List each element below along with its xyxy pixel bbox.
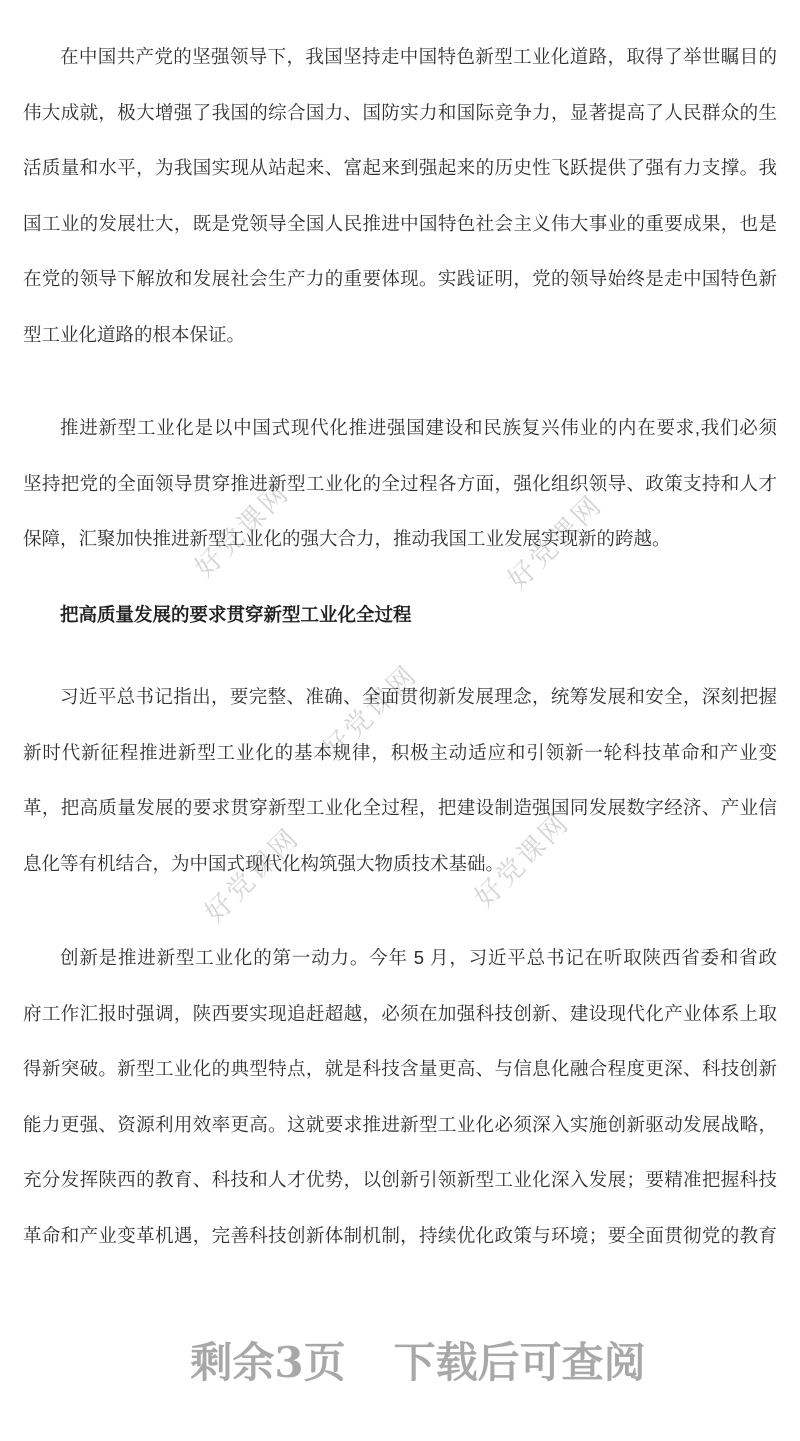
site-watermark: 好党课网 xyxy=(501,488,608,595)
text-line: 保障，汇聚加快推进新型工业化的强大合力，推动我国工业发展实现新的跨越。 xyxy=(23,528,671,549)
page-footer xyxy=(0,1330,800,1390)
paragraph xyxy=(23,400,777,567)
paragraph xyxy=(23,669,777,891)
text-line: 创新是推进新型工业化的第一动力。今年 5 月，习近平总书记在听取陕西省委和省政 xyxy=(60,947,777,968)
text-line: 得新突破。新型工业化的典型特点，就是科技含量更高、与信息化融合程度更深、科技创新 xyxy=(23,1058,777,1079)
text-line: 活质量和水平，为我国实现从站起来、富起来到强起来的历史性飞跃提供了强有力支撑。我 xyxy=(23,157,777,178)
site-watermark: 好党课网 xyxy=(188,476,295,583)
text-line: 把高质量发展的要求贯穿新型工业化全过程 xyxy=(60,604,412,625)
text-line: 型工业化道路的根本保证。 xyxy=(23,323,246,345)
text-line: 在党的领导下解放和发展社会生产力的重要体现。实践证明，党的领导始终是走中国特色新 xyxy=(23,268,777,289)
text-line: 推进新型工业化是以中国式现代化推进强国建设和民族复兴伟业的内在要求,我们必须 xyxy=(60,417,777,438)
pages-remaining-label: 剩余3页 xyxy=(190,1338,346,1387)
text-line: 能力更强、资源利用效率更高。这就要求推进新型工业化必须深入实施创新驱动发展战略， xyxy=(23,1113,777,1135)
text-line: 坚持把党的全面领导贯穿推进新型工业化的全过程各方面，强化组织领导、政策支持和人才 xyxy=(23,472,777,494)
text-line: 习近平总书记指出，要完整、准确、全面贯彻新发展理念，统筹发展和安全，深刻把握 xyxy=(60,686,777,707)
text-line: 息化等有机结合，为中国式现代化构筑强大物质技术基础。 xyxy=(23,852,505,874)
text-line: 府工作汇报时强调，陕西要实现追赶超越，必须在加强科技创新、建设现代化产业体系上取 xyxy=(23,1002,777,1024)
footer-text xyxy=(190,1330,645,1390)
paragraph xyxy=(23,930,777,1263)
text-line: 革命和产业变革机遇，完善科技创新体制机制，持续优化政策与环境；要全面贯彻党的教育 xyxy=(23,1224,777,1246)
section-heading xyxy=(23,587,777,643)
text-line: 新时代新征程推进新型工业化的基本规律，积极主动适应和引领新一轮科技革命和产业变 xyxy=(23,741,777,763)
download-hint-label: 下载后可查阅 xyxy=(393,1338,646,1387)
text-line: 伟大成就，极大增强了我国的综合国力、国防实力和国际竞争力，显著提高了人民群众的生 xyxy=(23,101,777,123)
site-watermark: 好党课网 xyxy=(468,806,575,913)
text-line: 充分发挥陕西的教育、科技和人才优势，以创新引领新型工业化深入发展；要精准把握科技 xyxy=(23,1169,777,1190)
site-watermark: 好党课网 xyxy=(198,821,305,928)
text-line: 在中国共产党的坚强领导下，我国坚持走中国特色新型工业化道路，取得了举世瞩目的 xyxy=(60,46,777,67)
site-watermark: 好党课网 xyxy=(316,658,423,765)
text-line: 革，把高质量发展的要求贯穿新型工业化全过程，把建设制造强国同发展数字经济、产业信 xyxy=(23,797,777,818)
paragraph xyxy=(23,29,777,362)
text-line: 国工业的发展壮大，既是党领导全国人民推进中国特色社会主义伟大事业的重要成果，也是 xyxy=(23,212,777,234)
